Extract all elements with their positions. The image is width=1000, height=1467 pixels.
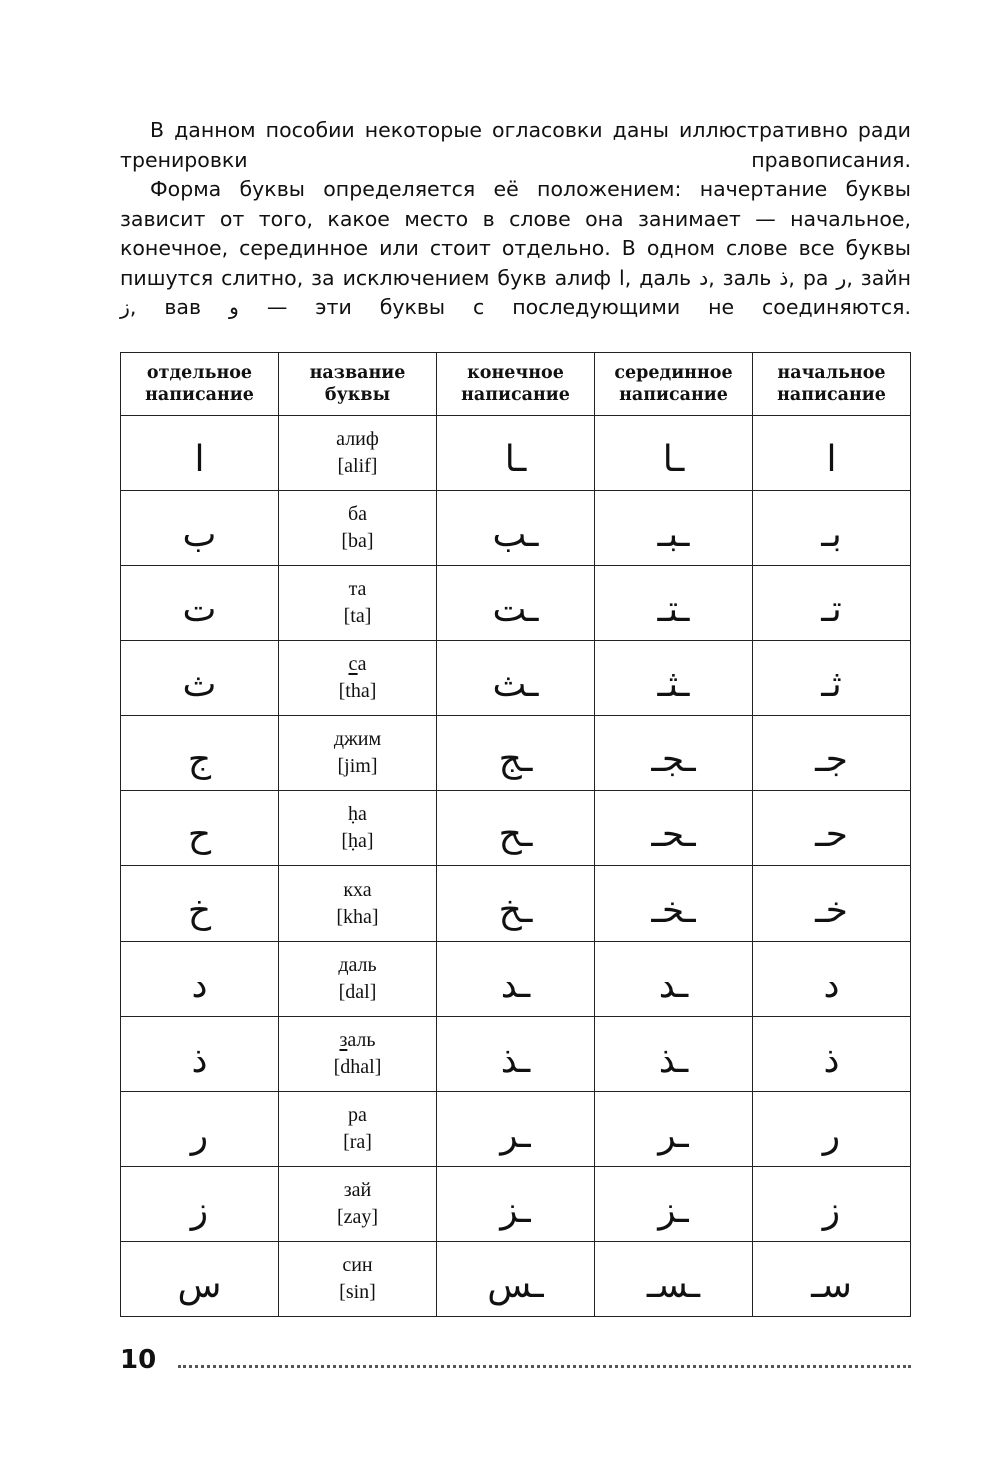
letter-transliteration: [ta] — [343, 605, 372, 628]
letter-name: кха — [343, 878, 372, 901]
final-form: ـح — [437, 791, 595, 866]
letter-transliteration: [jim] — [337, 755, 378, 778]
letter-name-underlined: з — [339, 1028, 348, 1051]
final-form: ـر — [437, 1091, 595, 1166]
letter-name-cell — [279, 716, 437, 791]
isolated-form: ح — [121, 791, 279, 866]
waw-glyph: و — [229, 295, 239, 319]
table-row — [121, 716, 911, 791]
table-row — [121, 1241, 911, 1316]
letter-name-cell — [279, 416, 437, 491]
letter-name: даль — [338, 953, 377, 976]
medial-form: ـا — [595, 416, 753, 491]
letter-transliteration: [sin] — [339, 1280, 376, 1303]
table-row — [121, 1016, 911, 1091]
letter-name: син — [342, 1253, 373, 1276]
header-final — [437, 353, 595, 416]
letter-name-cell — [279, 866, 437, 941]
paragraph-text: , даль — [624, 265, 700, 290]
initial-form: بـ — [753, 491, 911, 566]
letter-name: аль — [347, 1028, 376, 1051]
initial-form: حـ — [753, 791, 911, 866]
table-body — [121, 416, 911, 1317]
letter-transliteration: [alif] — [337, 455, 378, 478]
letter-transliteration: [ḥa] — [341, 830, 374, 853]
isolated-form: ا — [121, 416, 279, 491]
header-line: написание — [777, 385, 886, 405]
letter-transliteration: [zay] — [336, 1205, 379, 1228]
initial-form: ذ — [753, 1016, 911, 1091]
header-medial — [595, 353, 753, 416]
medial-form: ـجـ — [595, 716, 753, 791]
medial-form: ـخـ — [595, 866, 753, 941]
intro-paragraph: В данном пособии некоторые огласовки даны иллюстративно ради тренировки правописания. — [120, 118, 911, 172]
medial-form: ـذ — [595, 1016, 753, 1091]
isolated-form: خ — [121, 866, 279, 941]
paragraph-text: Форма буквы определяется её положением: начертание буквы зависит от того, какое место в слове она занимает — начальное, конечное, серединное или стоит отдельно. В одном слове все буквы пишутся слитно, за исключением букв алиф — [120, 177, 911, 290]
initial-form: ر — [753, 1091, 911, 1166]
alif-glyph: ا — [619, 265, 625, 290]
final-form: ـس — [437, 1241, 595, 1316]
paragraph-text: — эти буквы с последующими не соединяются. — [238, 295, 911, 319]
zay-glyph: ز — [120, 295, 130, 319]
letter-name: а — [357, 653, 367, 676]
letter-name-cell — [279, 1016, 437, 1091]
header-line: отдельное — [146, 363, 253, 383]
table-row — [121, 1091, 911, 1166]
initial-form: سـ — [753, 1241, 911, 1316]
letter-transliteration: [dhal] — [333, 1055, 382, 1078]
header-line: название — [309, 363, 406, 383]
letter-name-cell — [279, 791, 437, 866]
final-form: ـا — [437, 416, 595, 491]
header-line: написание — [461, 385, 570, 405]
header-line: написание — [619, 385, 728, 405]
letter-forms-paragraph — [120, 175, 911, 352]
letter-name-cell — [279, 1166, 437, 1241]
table-row — [121, 941, 911, 1016]
letter-name: та — [348, 578, 367, 601]
final-form: ـد — [437, 941, 595, 1016]
medial-form: ـسـ — [595, 1241, 753, 1316]
letter-name-cell — [279, 1091, 437, 1166]
medial-form: ـبـ — [595, 491, 753, 566]
medial-form: ـر — [595, 1091, 753, 1166]
final-form: ـج — [437, 716, 595, 791]
page-number: 10 — [120, 1345, 157, 1375]
letter-name: алиф — [336, 428, 379, 451]
final-form: ـت — [437, 566, 595, 641]
initial-form: ثـ — [753, 641, 911, 716]
initial-form: ا — [753, 416, 911, 491]
table-header-row — [121, 353, 911, 416]
header-line: конечное — [467, 363, 564, 383]
header-name — [279, 353, 437, 416]
final-form: ـز — [437, 1166, 595, 1241]
table-row — [121, 866, 911, 941]
initial-form: جـ — [753, 716, 911, 791]
final-form: ـخ — [437, 866, 595, 941]
page-footer — [120, 1345, 911, 1379]
header-line: написание — [145, 385, 254, 405]
initial-form: خـ — [753, 866, 911, 941]
paragraph-text: , зайн — [846, 265, 911, 290]
table-row — [121, 491, 911, 566]
letter-name-cell — [279, 566, 437, 641]
letter-transliteration: [tha] — [338, 680, 377, 703]
header-line: буквы — [324, 385, 391, 405]
letter-transliteration: [dal] — [338, 980, 377, 1003]
isolated-form: ر — [121, 1091, 279, 1166]
isolated-form: ث — [121, 641, 279, 716]
table-row — [121, 1166, 911, 1241]
letter-forms-table — [120, 352, 911, 1317]
medial-form: ـحـ — [595, 791, 753, 866]
isolated-form: ب — [121, 491, 279, 566]
header-line: серединное — [614, 363, 733, 383]
letter-name-underlined: с — [348, 653, 358, 676]
isolated-form: ت — [121, 566, 279, 641]
initial-form: تـ — [753, 566, 911, 641]
dal-glyph: د — [699, 265, 709, 290]
paragraph-text: , заль — [708, 265, 780, 290]
ra-glyph: ر — [836, 265, 847, 290]
header-initial — [753, 353, 911, 416]
header-line: начальное — [777, 363, 886, 383]
header-isolated — [121, 353, 279, 416]
isolated-form: د — [121, 941, 279, 1016]
letter-name: зай — [343, 1178, 372, 1201]
table-row — [121, 641, 911, 716]
letter-name: ра — [348, 1103, 367, 1126]
paragraph-text: , ра — [788, 265, 837, 290]
dotted-leader — [178, 1365, 911, 1368]
letter-name-cell — [279, 641, 437, 716]
isolated-form: ج — [121, 716, 279, 791]
initial-form: ز — [753, 1166, 911, 1241]
final-form: ـث — [437, 641, 595, 716]
isolated-form: س — [121, 1241, 279, 1316]
letter-name: ба — [347, 503, 368, 526]
letter-transliteration: [kha] — [336, 905, 379, 928]
table-row — [121, 416, 911, 491]
medial-form: ـثـ — [595, 641, 753, 716]
letter-transliteration: [ra] — [343, 1130, 372, 1153]
table-row — [121, 566, 911, 641]
table-row — [121, 791, 911, 866]
letter-transliteration: [ba] — [341, 530, 374, 553]
isolated-form: ذ — [121, 1016, 279, 1091]
medial-form: ـز — [595, 1166, 753, 1241]
dhal-glyph: ذ — [779, 265, 789, 290]
letter-name-cell — [279, 1241, 437, 1316]
final-form: ـذ — [437, 1016, 595, 1091]
medial-form: ـتـ — [595, 566, 753, 641]
final-form: ـب — [437, 491, 595, 566]
paragraph-text: , вав — [129, 295, 229, 319]
letter-name: ḥа — [348, 803, 367, 826]
letter-name-cell — [279, 941, 437, 1016]
initial-form: د — [753, 941, 911, 1016]
letter-name-cell — [279, 491, 437, 566]
letter-name: джим — [333, 728, 382, 751]
medial-form: ـد — [595, 941, 753, 1016]
isolated-form: ز — [121, 1166, 279, 1241]
